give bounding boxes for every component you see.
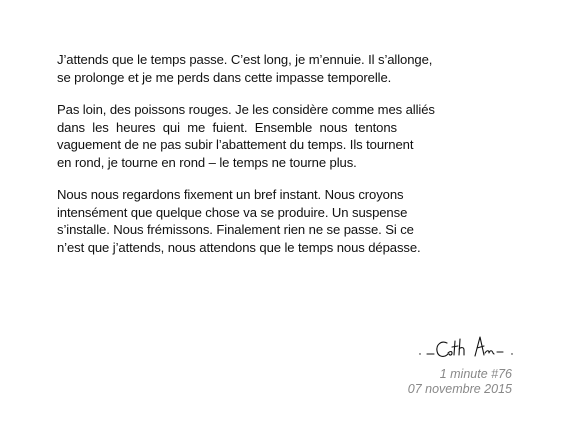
text-line: J’attends que le temps passe. C’est long, je m’ennuie. Il s’allonge,: [57, 52, 433, 67]
paragraph-1: [57, 51, 433, 86]
text-line: Nous nous regardons fixement un bref instant. Nous croyons: [57, 187, 404, 202]
footer-meta: [408, 367, 512, 397]
text-line: n’est que j’attends, nous attendons que le temps nous dépasse.: [57, 239, 421, 255]
text-line: s’installe. Nous frémissons. Finalement rien ne se passe. Si ce: [57, 222, 414, 237]
text-line: vaguement de ne pas subir l’abattement du temps. Ils tournent: [57, 137, 414, 152]
text-line: Pas loin, des poissons rouges. Je les considère comme mes alliés: [57, 102, 435, 117]
poem-text: [57, 51, 435, 271]
series-label: 1 minute #76: [439, 367, 512, 381]
paragraph-3: [57, 186, 421, 256]
paragraph-2: [57, 101, 435, 171]
text-line: intensément que quelque chose va se produire. Un suspense: [57, 204, 408, 220]
date-label: 07 novembre 2015: [407, 382, 512, 396]
text-line: en rond, je tourne en rond – le temps ne tourne plus.: [57, 154, 357, 170]
handwritten-signature: [417, 327, 522, 363]
text-line: se prolonge et je me perds dans cette impasse temporelle.: [57, 69, 392, 85]
text-line: dans les heures qui me fuient. Ensemble nous tentons: [57, 119, 397, 135]
